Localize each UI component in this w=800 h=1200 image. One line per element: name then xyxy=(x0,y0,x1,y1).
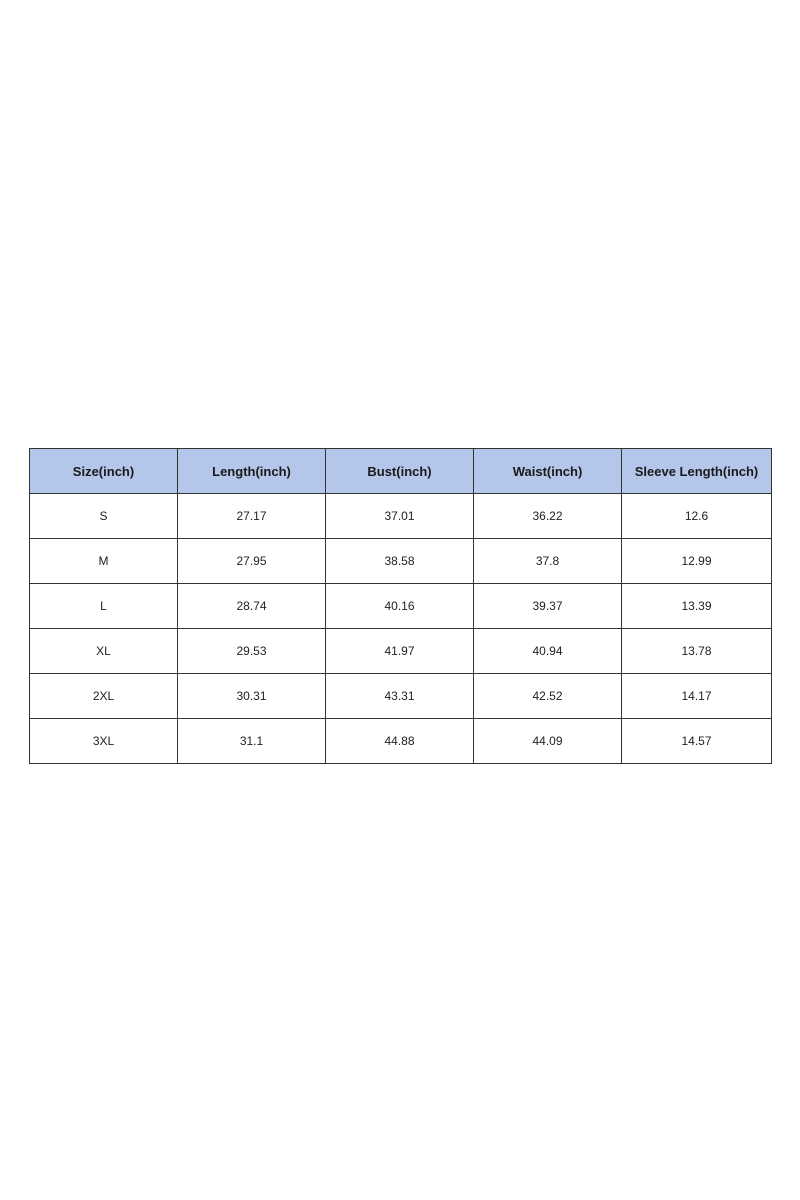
cell-bust: 37.01 xyxy=(326,494,474,539)
cell-length: 27.95 xyxy=(178,539,326,584)
table-row xyxy=(30,539,772,584)
cell-waist: 42.52 xyxy=(474,674,622,719)
cell-sleeve-length: 12.99 xyxy=(622,539,772,584)
table-row xyxy=(30,629,772,674)
table-header xyxy=(30,449,772,494)
cell-length: 30.31 xyxy=(178,674,326,719)
table-body xyxy=(30,494,772,764)
cell-bust: 44.88 xyxy=(326,719,474,764)
cell-size: L xyxy=(30,584,178,629)
header-waist: Waist(inch) xyxy=(474,449,622,494)
cell-length: 29.53 xyxy=(178,629,326,674)
cell-size: S xyxy=(30,494,178,539)
header-row xyxy=(30,449,772,494)
cell-bust: 40.16 xyxy=(326,584,474,629)
cell-sleeve-length: 14.57 xyxy=(622,719,772,764)
header-sleeve-length: Sleeve Length(inch) xyxy=(622,449,772,494)
table-row xyxy=(30,719,772,764)
cell-size: XL xyxy=(30,629,178,674)
cell-waist: 36.22 xyxy=(474,494,622,539)
header-bust: Bust(inch) xyxy=(326,449,474,494)
header-size: Size(inch) xyxy=(30,449,178,494)
cell-waist: 44.09 xyxy=(474,719,622,764)
size-chart-table xyxy=(29,448,772,764)
table-row xyxy=(30,674,772,719)
cell-waist: 39.37 xyxy=(474,584,622,629)
cell-length: 28.74 xyxy=(178,584,326,629)
table-row xyxy=(30,494,772,539)
cell-bust: 41.97 xyxy=(326,629,474,674)
cell-sleeve-length: 12.6 xyxy=(622,494,772,539)
cell-size: M xyxy=(30,539,178,584)
cell-length: 27.17 xyxy=(178,494,326,539)
cell-size: 3XL xyxy=(30,719,178,764)
cell-bust: 38.58 xyxy=(326,539,474,584)
cell-sleeve-length: 13.39 xyxy=(622,584,772,629)
cell-sleeve-length: 14.17 xyxy=(622,674,772,719)
cell-waist: 37.8 xyxy=(474,539,622,584)
cell-length: 31.1 xyxy=(178,719,326,764)
cell-bust: 43.31 xyxy=(326,674,474,719)
cell-size: 2XL xyxy=(30,674,178,719)
cell-waist: 40.94 xyxy=(474,629,622,674)
table-row xyxy=(30,584,772,629)
header-length: Length(inch) xyxy=(178,449,326,494)
cell-sleeve-length: 13.78 xyxy=(622,629,772,674)
